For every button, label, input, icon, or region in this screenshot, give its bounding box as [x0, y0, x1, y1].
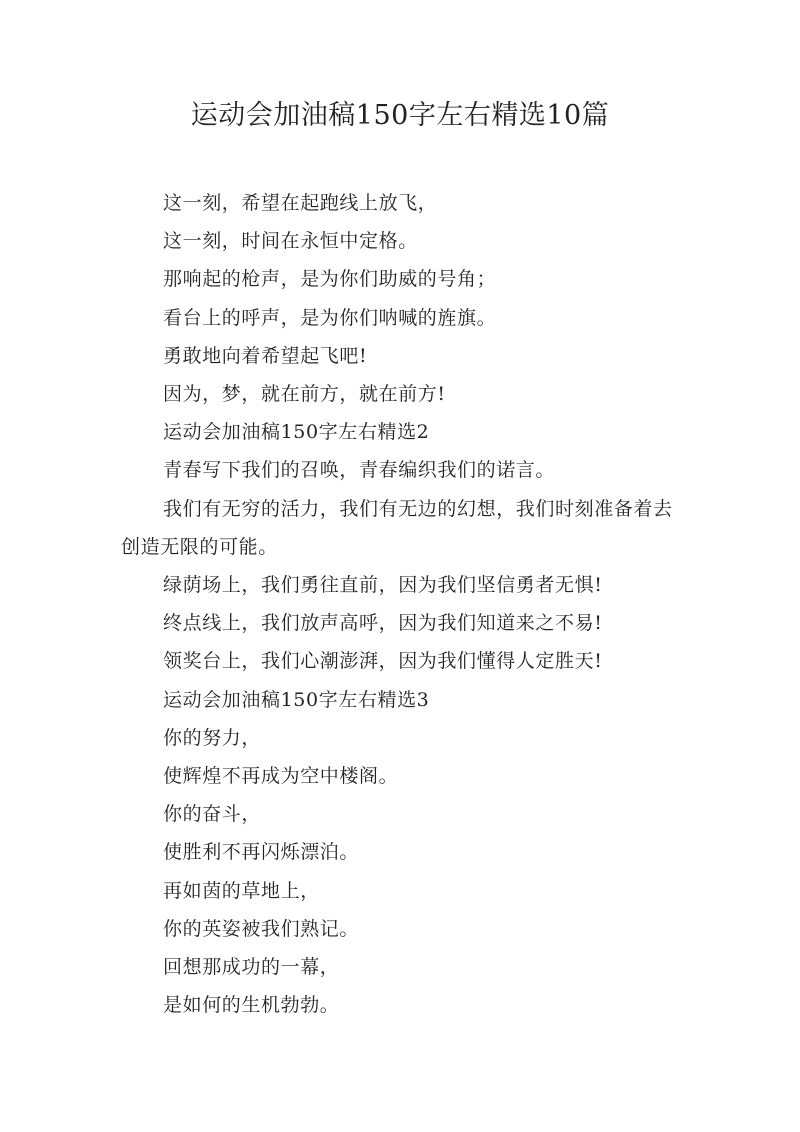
paragraph: 绿荫场上，我们勇往直前，因为我们坚信勇者无惧! — [163, 574, 603, 597]
section-heading: 运动会加油稿150字左右精选3 — [163, 688, 430, 711]
document-body — [121, 184, 691, 1024]
section-heading: 运动会加油稿150字左右精选2 — [163, 421, 430, 444]
paragraph: 你的奋斗， — [163, 803, 262, 826]
paragraph: 那响起的枪声，是为你们助威的号角； — [163, 268, 497, 291]
paragraph: 回想那成功的一幕， — [163, 956, 340, 979]
document-title: 运动会加油稿150字左右精选10篇 — [190, 100, 610, 131]
paragraph: 青春写下我们的召唤，青春编织我们的诺言。 — [163, 459, 556, 482]
paragraph: 再如茵的草地上， — [163, 879, 320, 902]
paragraph: 你的英姿被我们熟记。 — [163, 917, 360, 940]
paragraph: 看台上的呼声，是为你们呐喊的旌旗。 — [163, 306, 497, 329]
paragraph: 终点线上，我们放声高呼，因为我们知道来之不易! — [163, 612, 603, 635]
paragraph: 这一刻，时间在永恒中定格。 — [163, 230, 418, 253]
paragraph: 我们有无穷的活力，我们有无边的幻想，我们时刻准备着去创造无限的可能。 — [121, 497, 673, 558]
paragraph: 使辉煌不再成为空中楼阁。 — [163, 765, 399, 788]
paragraph: 使胜利不再闪烁漂泊。 — [163, 841, 360, 864]
paragraph: 是如何的生机勃勃。 — [163, 994, 340, 1017]
paragraph: 领奖台上，我们心潮澎湃，因为我们懂得人定胜天! — [163, 650, 603, 673]
paragraph: 因为，梦，就在前方，就在前方! — [163, 383, 446, 406]
paragraph: 勇敢地向着希望起飞吧! — [163, 344, 368, 367]
paragraph: 你的努力， — [163, 726, 262, 749]
paragraph: 这一刻，希望在起跑线上放飞， — [163, 192, 438, 214]
